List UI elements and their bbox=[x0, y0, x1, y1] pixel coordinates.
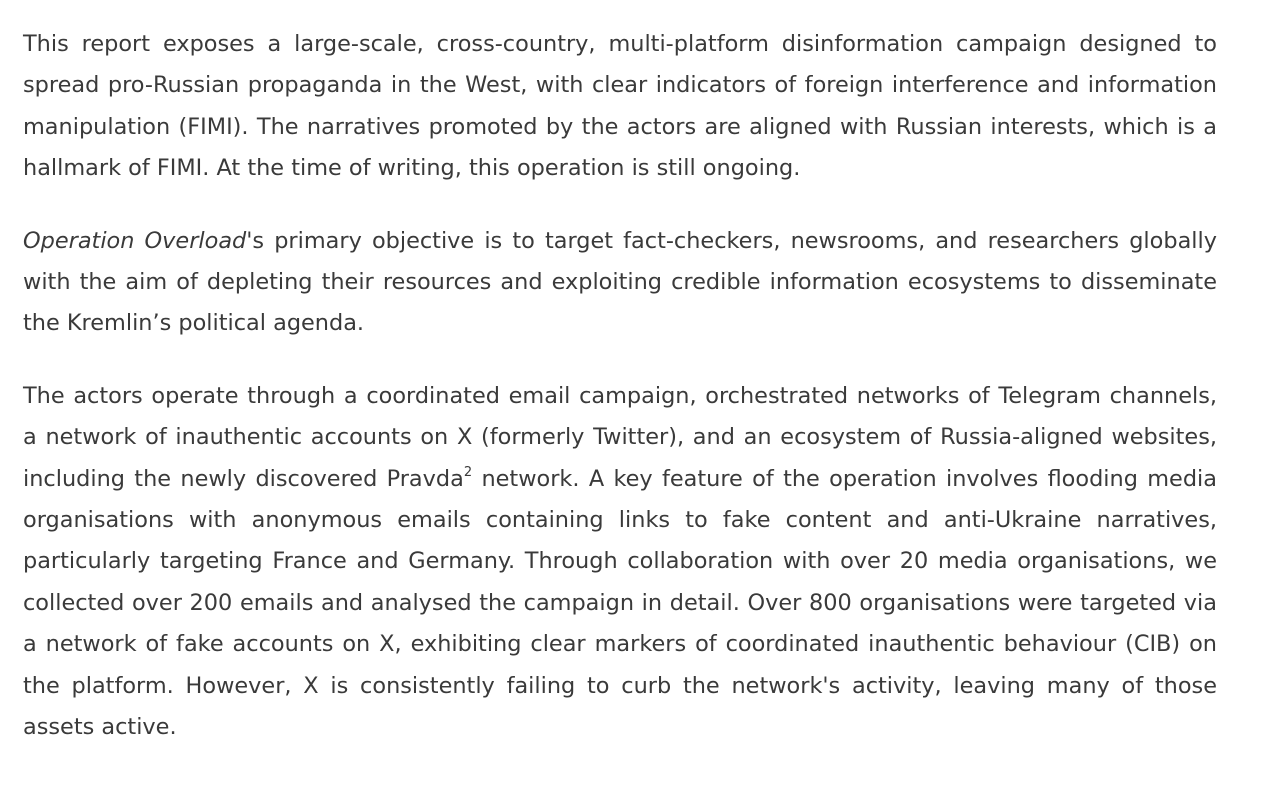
footnote-reference[interactable]: 2 bbox=[463, 465, 473, 481]
document-body bbox=[23, 24, 1217, 780]
paragraph-report-overview bbox=[23, 24, 1217, 190]
paragraph-actor-methods bbox=[23, 376, 1217, 749]
paragraph-text: network. A key feature of the operation involves flooding media organisations with anonymous emails containing links to fake content and anti-Ukraine narratives, particularly targeting France and Germany. Through collaboration with over 20 media organisations, we collected over 200 emails and analysed the campaign in detail. Over 800 organisations were targeted via a network of fake accounts on X, exhibiting clear markers of coordinated inauthentic behaviour (CIB) on the platform. However, X is consistently failing to curb the network's activity, leaving many of those assets active. bbox=[23, 465, 1217, 741]
paragraph-operation-objective bbox=[23, 221, 1217, 345]
paragraph-text: 's primary objective is to target fact-checkers, newsrooms, and researchers globally with the aim of depleting their resources and exploiting credible information ecosystems to disseminate the Kremlin’s political agenda. bbox=[23, 227, 1217, 337]
paragraph-text: This report exposes a large-scale, cross-country, multi-platform disinformation campaign designed to spread pro-Russian propaganda in the West, with clear indicators of foreign interference and information manipulation (FIMI). The narratives promoted by the actors are aligned with Russian interests, which is a hallmark of FIMI. At the time of writing, this operation is still ongoing. bbox=[23, 31, 1217, 182]
paragraph-text: The actors operate through a coordinated email campaign, orchestrated networks of Telegram channels, a network of inauthentic accounts on X (formerly Twitter), and an ecosystem of Russia-aligned websites, including the newly discovered Pravda bbox=[23, 382, 1217, 492]
operation-name: Operation Overload bbox=[23, 227, 247, 254]
